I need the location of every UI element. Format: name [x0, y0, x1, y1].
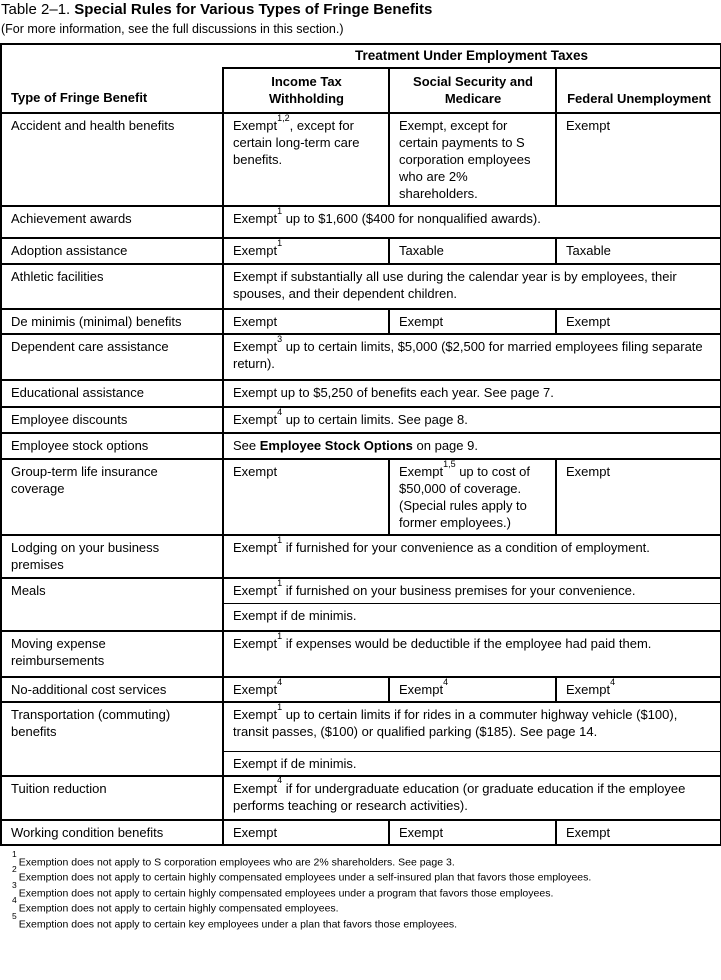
treatment-value-cell: Exempt	[223, 459, 389, 535]
treatment-value-cell: Exempt$^1$ if furnished on your business premises for your convenience.	[223, 578, 721, 603]
footnote: $^3$Exemption does not apply to certain highly compensated employees under a program that favors those employees.	[12, 879, 554, 899]
treatment-value-cell: Exempt	[556, 459, 721, 535]
treatment-value-cell: Exempt$^1$ if furnished for your convenience as a condition of employment.	[223, 535, 721, 578]
treatment-value-cell: Exempt	[389, 309, 556, 334]
footnote-number: 2	[12, 864, 17, 874]
treatment-value-cell: Exempt$^4$	[556, 677, 721, 702]
table-title-text: Special Rules for Various Types of Fringe Benefits	[74, 1, 433, 18]
col-header-social-security-medicare: Social Security and Medicare	[389, 68, 556, 113]
document-page	[0, 1, 721, 929]
table-row	[1, 535, 721, 578]
table-row	[1, 334, 721, 380]
footnote-number: 4	[12, 895, 17, 905]
benefit-type-cell: Tuition reduction	[1, 776, 223, 820]
treatment-value-cell: Exempt if substantially all use during the calendar year is by employees, their spouses, and their dependent children.	[223, 264, 721, 309]
table-row	[1, 433, 721, 459]
footnote-number: 1	[12, 848, 17, 859]
treatment-value-cell: Exempt, except for certain payments to S corporation employees who are 2% shareholders.	[389, 113, 556, 206]
table-row	[1, 578, 721, 603]
spanner-header-treatment: Treatment Under Employment Taxes	[354, 48, 589, 63]
benefit-type-cell: Working condition benefits	[1, 820, 223, 845]
table-row	[1, 677, 721, 702]
treatment-value-cell: Exempt$^{1,2}$, except for certain long-term care benefits.	[223, 113, 389, 206]
table-row	[1, 309, 721, 334]
benefit-type-cell: Accident and health benefits	[1, 113, 223, 206]
table-subtitle: (For more information, see the full discussions in this section.)	[1, 22, 344, 36]
table-row	[1, 206, 721, 238]
table-row	[1, 631, 721, 677]
benefit-type-cell: Achievement awards	[1, 206, 223, 238]
treatment-value-cell: Exempt$^3$ up to certain limits, $5,000 ($2,500 for married employees filing separate return).	[223, 334, 721, 380]
treatment-value-cell: Exempt$^4$ if for undergraduate education (or graduate education if the employee performs teaching or research activities).	[223, 776, 721, 820]
treatment-value-cell: Exempt$^1$	[223, 238, 389, 264]
table-row	[1, 380, 721, 407]
benefit-type-cell: Lodging on your business premises	[1, 535, 223, 578]
footnote: $^5$Exemption does not apply to certain key employees under a plan that favors those employees.	[12, 910, 458, 930]
table-row	[1, 264, 721, 309]
footnote: $^1$Exemption does not apply to S corporation employees who are 2% shareholders. See page 3.	[12, 848, 455, 868]
table-row	[1, 113, 721, 206]
benefit-type-cell: Adoption assistance	[1, 238, 223, 264]
footnote-number: 3	[12, 879, 17, 890]
footnote: $^4$Exemption does not apply to certain highly compensated employees.	[12, 895, 339, 915]
treatment-value-cell: Exempt$^1$ up to $1,600 ($400 for nonqualified awards).	[223, 206, 721, 238]
treatment-value-cell: See Employee Stock Options on page 9.	[223, 433, 721, 459]
col-header-type-of-fringe-benefit: Type of Fringe Benefit	[1, 44, 223, 113]
treatment-value-cell: Exempt	[223, 309, 389, 334]
treatment-value-cell: Exempt$^1$ up to certain limits if for rides in a commuter highway vehicle ($100), transit passes, ($100) or qualified parking ($185). See page 14.	[223, 702, 721, 751]
benefit-type-cell: Educational assistance	[1, 380, 223, 407]
treatment-value-cell: Exempt if de minimis.	[223, 603, 721, 631]
treatment-value-cell: Exempt	[223, 820, 389, 845]
table-row	[1, 820, 721, 845]
table-header	[1, 44, 721, 113]
col-header-federal-unemployment: Federal Unemployment	[556, 68, 721, 113]
table-number: Table 2–1.	[1, 1, 71, 18]
treatment-value-cell: Exempt$^{1,5}$ up to cost of $50,000 of coverage. (Special rules apply to former employees.)	[389, 459, 556, 535]
treatment-value-cell: Exempt	[556, 309, 721, 334]
table-row	[1, 238, 721, 264]
table-body	[1, 113, 721, 845]
benefit-type-cell: De minimis (minimal) benefits	[1, 309, 223, 334]
treatment-value-cell: Exempt if de minimis.	[223, 751, 721, 776]
fringe-benefits-table	[0, 43, 721, 846]
benefit-type-cell: Transportation (commuting) benefits	[1, 702, 223, 776]
page-title	[1, 1, 721, 18]
table-row	[1, 702, 721, 751]
footnote-number: 5	[12, 910, 17, 921]
benefit-type-cell: Athletic facilities	[1, 264, 223, 309]
footnotes-block	[12, 848, 721, 930]
footnote: $^2$Exemption does not apply to certain highly compensated employees under a self-insured plan that favors those employees.	[12, 864, 592, 884]
table-row	[1, 776, 721, 820]
treatment-value-cell: Exempt$^1$ if expenses would be deductible if the employee had paid them.	[223, 631, 721, 677]
benefit-type-cell: Dependent care assistance	[1, 334, 223, 380]
treatment-value-cell: Exempt up to $5,250 of benefits each year. See page 7.	[223, 380, 721, 407]
benefit-type-cell: Group-term life insurance coverage	[1, 459, 223, 535]
table-row	[1, 407, 721, 433]
treatment-value-cell: Exempt	[389, 820, 556, 845]
treatment-value-cell: Exempt$^4$	[389, 677, 556, 702]
treatment-value-cell: Exempt	[556, 113, 721, 206]
treatment-value-cell: Exempt$^4$	[223, 677, 389, 702]
treatment-value-cell: Taxable	[556, 238, 721, 264]
col-header-income-tax-withholding: Income Tax Withholding	[223, 68, 389, 113]
benefit-type-cell: Moving expense reimbursements	[1, 631, 223, 677]
benefit-type-cell: No-additional cost services	[1, 677, 223, 702]
treatment-value-cell: Exempt	[556, 820, 721, 845]
table-row	[1, 459, 721, 535]
benefit-type-cell: Employee stock options	[1, 433, 223, 459]
benefit-type-cell: Meals	[1, 578, 223, 631]
benefit-type-cell: Employee discounts	[1, 407, 223, 433]
treatment-value-cell: Taxable	[389, 238, 556, 264]
treatment-value-cell: Exempt$^4$ up to certain limits. See page 8.	[223, 407, 721, 433]
